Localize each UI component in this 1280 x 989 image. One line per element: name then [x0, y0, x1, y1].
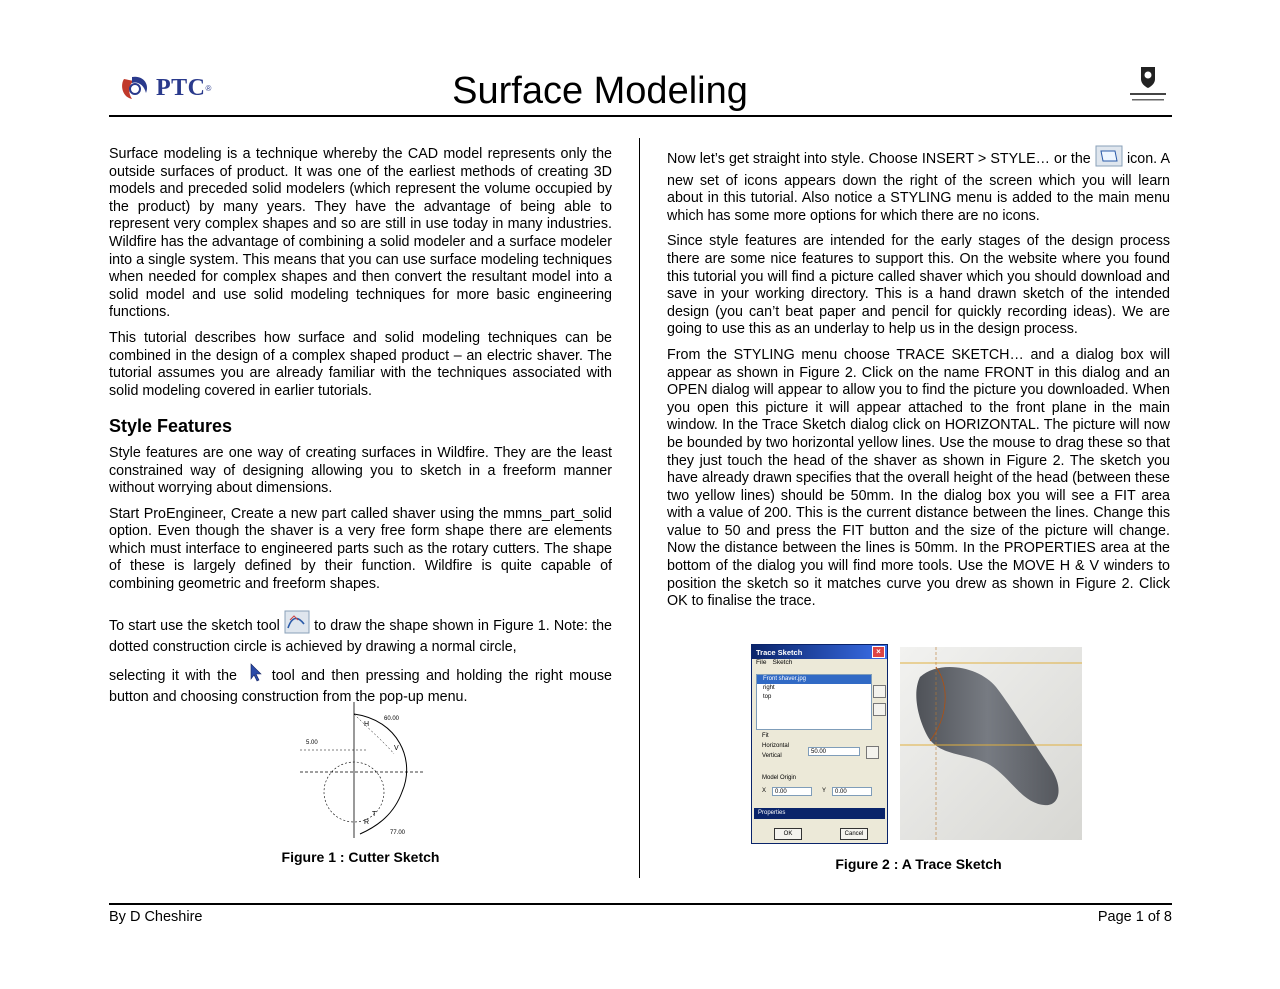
tutorial-paragraph: This tutorial describes how surface and solid modeling techniques can be combined in the design of a complex shaped product – an electric shaver. The tutorial assumes you are already familiar with the techniques associated with solid modeling covered in earlier tutorials.: [109, 329, 612, 399]
footer-author: By D Cheshire: [109, 909, 203, 925]
style-intro-text-a: Now let’s get straight into style. Choose INSERT > STYLE… or the: [667, 151, 1091, 167]
start-paragraph: Start ProEngineer, Create a new part called shaver using the mmns_part_solid option. Even though the shaver is a very free form shape there are elements which must interface to engineered parts such as the rotary cutters. The shape of these is largely defined by their function. Wildfire is quite capable of combining geometric and freeform shapes.: [109, 505, 612, 593]
trace-sketch-dialog: [751, 644, 888, 844]
style-intro-text-b: icon. A new set of icons appears down the right of the screen which you will learn about in this tutorial. Also notice a STYLING menu is added to the main menu which has some more options for which there are no icons.: [667, 151, 1170, 224]
sketch-plane-list[interactable]: [756, 674, 872, 730]
fit-value-field[interactable]: 50.00: [808, 747, 860, 756]
right-column: [667, 145, 1170, 611]
cancel-button[interactable]: Cancel: [840, 828, 868, 840]
radio-horizontal[interactable]: Horizontal: [762, 743, 790, 749]
x-value-field[interactable]: 0.00: [772, 787, 812, 796]
sketch-label-t: T: [372, 811, 377, 818]
page-title: Surface Modeling: [452, 70, 748, 112]
ok-button[interactable]: OK: [774, 828, 802, 840]
sketch-tool-paragraph: [109, 610, 612, 657]
dialog-menubar: [752, 659, 887, 669]
list-item-top[interactable]: top: [763, 694, 772, 700]
select-tool-text-b: tool and then pressing and holding the right mouse button and choosing construction from the pop-up menu.: [109, 667, 612, 706]
y-value-field[interactable]: 0.00: [832, 787, 872, 796]
left-column: [109, 146, 612, 707]
university-crest-icon: [1126, 65, 1170, 107]
style-features-paragraph: Style features are one way of creating surfaces in Wildfire. They are the least constrained way of designing allowing you to sketch in a freeform manner without worrying about dimensions.: [109, 444, 612, 497]
list-item-front[interactable]: Front shaver.jpg: [757, 675, 871, 684]
select-arrow-icon: [243, 662, 265, 690]
properties-section[interactable]: Properties: [754, 808, 885, 819]
sketch-tool-text-b: to draw the shape shown in Figure 1. Note: the dotted construction circle is achieved by drawing a normal circle,: [109, 617, 613, 656]
footer-page-number: Page 1 of 8: [1097, 909, 1172, 925]
list-item-right[interactable]: right: [763, 685, 775, 691]
figure-1-caption: Figure 1 : Cutter Sketch: [281, 849, 440, 865]
x-label: X: [762, 788, 767, 794]
radio-vertical[interactable]: Vertical: [762, 753, 782, 759]
section-heading-style-features: Style Features: [109, 416, 233, 437]
dialog-titlebar: [752, 645, 887, 659]
column-divider: [639, 138, 640, 878]
sketch-dim-bottom: 77.00: [390, 830, 406, 836]
figure-2-caption: Figure 2 : A Trace Sketch: [835, 856, 1002, 872]
sketch-dim-left: 5.00: [306, 740, 318, 746]
menu-file[interactable]: File: [756, 659, 767, 666]
footer-rule: [109, 903, 1172, 905]
style-intro-paragraph: [667, 145, 1170, 225]
shaver-sketch-image: [900, 647, 1082, 840]
sketch-dim-top: 60.00: [384, 716, 400, 722]
ptc-logo-registered: ®: [205, 83, 212, 93]
select-tool-text-a: selecting it with the: [109, 667, 237, 684]
sketch-label-r: R: [364, 819, 370, 826]
sketch-label-h: H: [364, 721, 370, 728]
y-label: Y: [822, 788, 827, 794]
trace-sketch-paragraph: From the STYLING menu choose TRACE SKETCH… and a dialog box will appear as shown in Figure 2. Click on the name FRONT in this dialog and an OPEN dialog will appear to allow you to find the picture you downloaded. When you open this picture it will appear attached to the front plane in the main window. In the Trace Sketch dialog click on HORIZONTAL. The picture will now be bounded by two horizontal yellow lines. Use the mouse to drag these so that they just touch the head of the shaver as shown in Figure 2. The sketch you have already drawn specifies that the overall height of the head (between these two yellow lines) should be 50mm. In the dialog box you will see a FIT area with a value of 200. This is the current distance between the lines. Change this value to 50 and press the FIT button and the size of the picture will change. Now the distance between the lines is 50mm. In the PROPERTIES area at the bottom of the dialog you will find more tools. Use the MOVE H & V winders to position the sketch so it matches curve you drew as shown in Figure 2. Click OK to finalise the trace.: [667, 346, 1170, 610]
style-purpose-paragraph: Since style features are intended for the early stages of the design process there are some nice features to support this. On the website where you found this tutorial you will find a picture called shaver which you should download and save in your working directory. This is a hand drawn sketch of the intended design (you can’t beat paper and pencil for quickly recording ideas). We are going to use this as an underlay to help us in the design process.: [667, 233, 1170, 338]
model-origin-label: Model Origin: [762, 775, 797, 781]
sketch-label-v: V: [394, 745, 399, 752]
menu-sketch[interactable]: Sketch: [772, 659, 793, 666]
ptc-logo-text: PTC: [156, 74, 206, 101]
fit-label: Fit: [762, 733, 769, 739]
list-side-button[interactable]: [873, 703, 886, 716]
sketch-tool-icon: [284, 610, 310, 640]
cutter-sketch-figure: [298, 700, 428, 840]
dialog-title: Trace Sketch: [756, 647, 803, 657]
fit-button[interactable]: [866, 746, 879, 759]
intro-paragraph: Surface modeling is a technique whereby the CAD model represents only the outside surfaces of product. It was one of the earliest methods of creating 3D models and preceded solid modelers (which represent the volume occupied by the product) by many years. They have the advantage of being able to represent very complex shapes and so are still in use today in many industries. Wildfire has the advantage of combining a solid modeler and a surface modeler into a single system. This means that you can use surface modeling techniques when needed for complex shapes and then convert the resultant model into a solid model and use solid modeling techniques for more basic engineering functions.: [109, 146, 612, 321]
close-icon[interactable]: ×: [872, 646, 885, 658]
sketch-tool-text-a: To start use the sketch tool: [109, 617, 280, 634]
list-side-button[interactable]: [873, 685, 886, 698]
style-tool-icon: [1095, 145, 1123, 173]
header-rule: [109, 115, 1172, 117]
